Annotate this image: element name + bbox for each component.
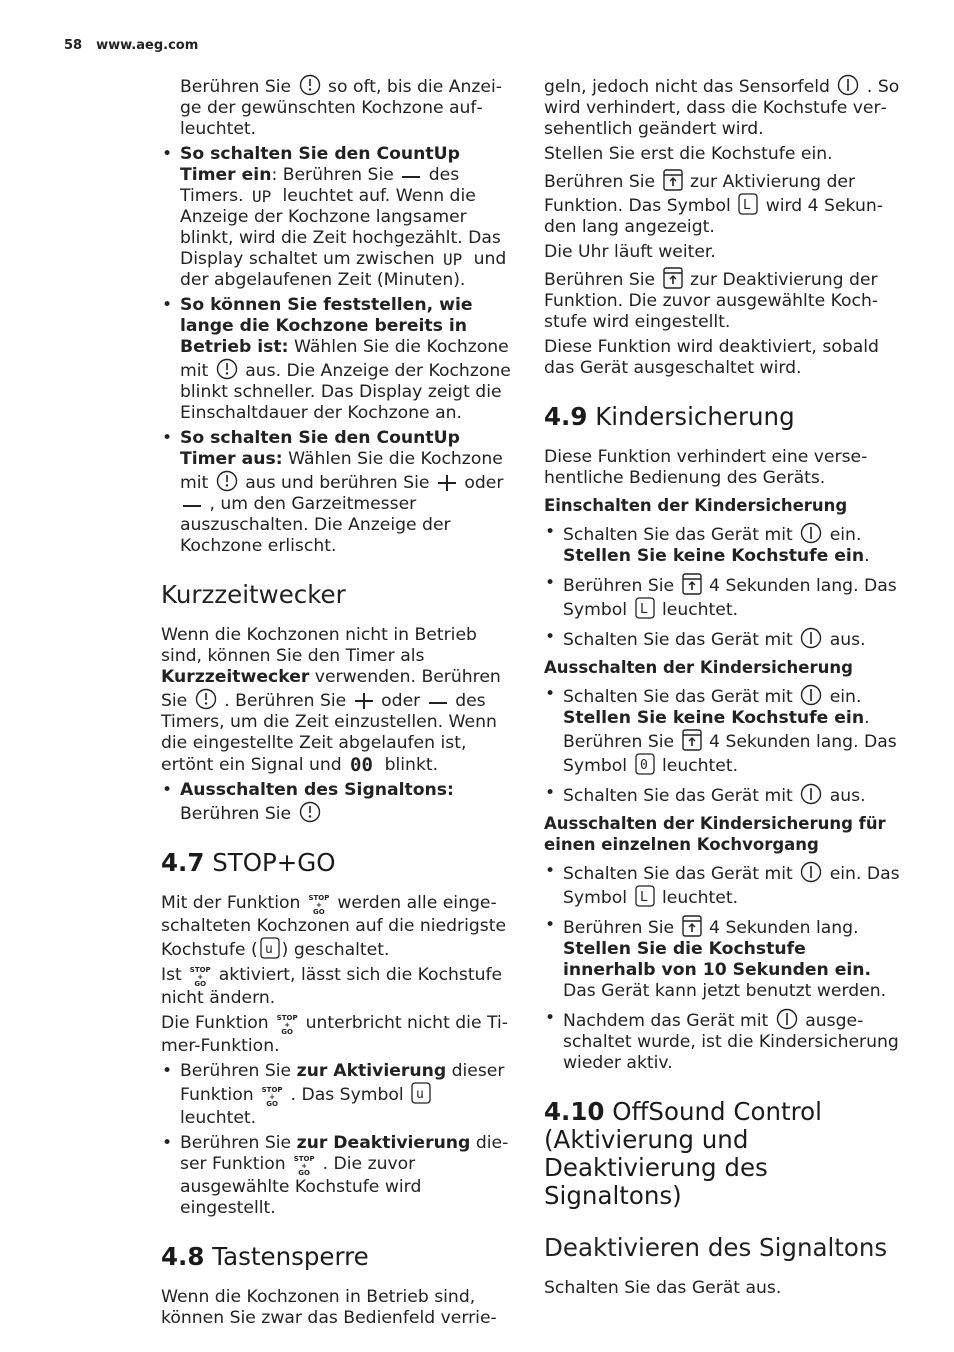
lock-icon bbox=[663, 169, 683, 191]
tastensperre-paragraph: Wenn die Kochzonen in Betrieb sind, können Sie zwar das Bedienfeld verrie- bbox=[161, 1287, 497, 1328]
intro-paragraph: Berühren Sie so oft, bis die Anzeige der gewünschten Kochzone aufleuchtet. bbox=[180, 74, 513, 140]
power-icon bbox=[800, 861, 822, 883]
list-item: • Schalten Sie das Gerät mit aus. bbox=[544, 627, 900, 651]
display-up-icon bbox=[442, 250, 466, 268]
stopgo-paragraph-1: Mit der Funktion STOP + GO werden alle eingeschalteten Kochzonen auf die niedrigste Kochstufe ( u ) geschaltet. bbox=[161, 893, 507, 960]
minus-icon bbox=[182, 499, 202, 513]
plus-icon bbox=[437, 474, 457, 492]
minus-icon bbox=[428, 696, 448, 710]
plus-icon bbox=[354, 692, 374, 710]
minus-icon bbox=[401, 170, 421, 184]
header-url: www.aeg.com bbox=[96, 38, 199, 53]
power-icon bbox=[800, 684, 822, 706]
page-number: 58 bbox=[64, 38, 83, 53]
display-00-icon bbox=[349, 754, 377, 774]
subheading-ausschalten: Ausschalten der Kindersicherung bbox=[544, 658, 853, 677]
svg-text:0: 0 bbox=[639, 758, 648, 773]
section-heading-4-8: 4.8 Tastensperre bbox=[161, 1242, 369, 1271]
stop-go-icon: STOP + GO bbox=[276, 1014, 298, 1036]
subheading-einschalten: Einschalten der Kindersicherung bbox=[544, 496, 848, 515]
list-item: • Berühren Sie zur Deaktivierung dieser Funktion STOP + GO . Die zuvor ausgewählte Kochstufe wird eingestellt. bbox=[161, 1133, 513, 1219]
right-column bbox=[544, 74, 900, 1303]
stopgo-paragraph-3: Die Funktion STOP + GO unterbricht nicht die Timer-Funktion. bbox=[161, 1013, 508, 1056]
stopgo-paragraph-2: Ist STOP + GO aktiviert, lässt sich die Kochstufe nicht ändern. bbox=[161, 965, 503, 1008]
display-up-icon bbox=[251, 187, 275, 205]
level-u-icon bbox=[411, 1082, 431, 1104]
svg-text:UP: UP bbox=[252, 187, 272, 205]
timer-icon bbox=[299, 801, 321, 823]
stop-go-icon: STOP + GO bbox=[308, 894, 330, 916]
tastensperre-activate: Berühren Sie zur Aktivierung der Funktion. Das Symbol L wird 4 Sekunden lang angezeigt. bbox=[544, 169, 900, 238]
power-icon bbox=[800, 522, 822, 544]
stop-go-icon: STOP + GO bbox=[293, 1155, 315, 1177]
list-item: • Schalten Sie das Gerät mit aus. bbox=[544, 783, 900, 807]
power-icon bbox=[837, 74, 859, 96]
list-item: • Schalten Sie das Gerät mit ein. Stellen Sie keine Kochstufe ein. bbox=[544, 522, 900, 567]
timer-icon bbox=[216, 470, 238, 492]
list-item: • Ausschalten des Signaltons: Berühren Sie bbox=[161, 780, 513, 825]
left-column bbox=[161, 74, 513, 1333]
list-item: • So können Sie feststellen, wie lange die Kochzone bereits in Betrieb ist: Wählen Sie die Kochzone mit aus. Die Anzeige der Kochzone blinkt schneller. Das Display zeigt die Einschaltdauer der Kochzone an. bbox=[161, 295, 513, 424]
list-item: • Berühren Sie 4 Sekunden lang. Das Symbol L leuchtet. bbox=[544, 573, 900, 621]
lock-icon bbox=[663, 267, 683, 289]
svg-text:L: L bbox=[743, 198, 752, 213]
svg-text:L: L bbox=[639, 890, 648, 905]
list-item: • So schalten Sie den CountUp Timer aus: Wählen Sie die Kochzone mit aus und berühren Sie oder , um den Garzeitmesser auszuschalten. Die Anzeige der Kochzone erlischt. bbox=[161, 428, 513, 557]
list-item: • So schalten Sie den CountUp Timer ein: Berühren Sie des Timers. UP leuchtet auf. Wenn die Anzeige der Kochzone langsamer blinkt, wird die Zeit hochgezählt. Das Display schaltet um zwischen UP und der abgelaufenen Zeit (Minuten). bbox=[161, 144, 513, 291]
svg-text:u: u bbox=[416, 1087, 424, 1102]
list-item: • Schalten Sie das Gerät mit ein. Das Symbol L leuchtet. bbox=[544, 861, 900, 909]
timer-icon bbox=[195, 688, 217, 710]
list-item: • Schalten Sie das Gerät mit ein. Stellen Sie keine Kochstufe ein. Berühren Sie 4 Sekunden lang. Das Symbol 0 leuchtet. bbox=[544, 684, 900, 777]
kurzzeitwecker-paragraph: Wenn die Kochzonen nicht in Betrieb sind, können Sie den Timer als Kurzzeitwecker verwenden. Berühren Sie . Berühren Sie oder des Timers, um die Zeit einzustellen. Wenn die eingestellte Zeit abgelaufen ist, ertönt ein Signal und 00 blinkt. bbox=[161, 625, 501, 775]
subheading-einzelner-kochvorgang: Ausschalten der Kindersicherung für einen einzelnen Kochvorgang bbox=[544, 814, 886, 854]
power-icon bbox=[800, 627, 822, 649]
section-heading-kurzzeitwecker: Kurzzeitwecker bbox=[161, 580, 346, 609]
stop-go-icon: STOP + GO bbox=[261, 1086, 283, 1108]
tastensperre-step: Stellen Sie erst die Kochstufe ein. bbox=[544, 144, 833, 164]
svg-text:UP: UP bbox=[443, 250, 463, 268]
svg-text:u: u bbox=[264, 942, 273, 957]
symbol-0-icon bbox=[635, 753, 655, 775]
power-icon bbox=[776, 1008, 798, 1030]
lock-icon bbox=[682, 729, 702, 751]
lock-icon bbox=[682, 573, 702, 595]
lock-icon bbox=[682, 915, 702, 937]
list-item: • Nachdem das Gerät mit ausgeschaltet wurde, ist die Kindersicherung wieder aktiv. bbox=[544, 1008, 900, 1074]
symbol-l-icon bbox=[635, 885, 655, 907]
tastensperre-note: Diese Funktion wird deaktiviert, sobald das Gerät ausgeschaltet wird. bbox=[544, 337, 879, 378]
svg-text:00: 00 bbox=[350, 754, 374, 774]
page-header bbox=[64, 38, 198, 53]
kindersicherung-intro: Diese Funktion verhindert eine versehentliche Bedienung des Geräts. bbox=[544, 447, 868, 488]
tastensperre-deactivate: Berühren Sie zur Deaktivierung der Funktion. Die zuvor ausgewählte Kochstufe wird eingestellt. bbox=[544, 267, 900, 333]
symbol-l-icon bbox=[635, 597, 655, 619]
list-item: • Berühren Sie 4 Sekunden lang. Stellen Sie die Kochstufe innerhalb von 10 Sekunden ein. Das Gerät kann jetzt benutzt werden. bbox=[544, 915, 900, 1002]
svg-text:L: L bbox=[639, 602, 648, 617]
list-item: • Berühren Sie zur Aktivierung dieser Funktion STOP + GO . Das Symbol u leuchtet. bbox=[161, 1061, 513, 1129]
level-u-icon bbox=[260, 937, 280, 959]
power-icon bbox=[800, 783, 822, 805]
section-heading-4-7: 4.7 STOP+GO bbox=[161, 848, 336, 877]
section-heading-4-9: 4.9 Kindersicherung bbox=[544, 402, 795, 431]
subheading-deaktivieren: Deaktivieren des Signaltons bbox=[544, 1233, 888, 1262]
section-heading-4-10: 4.10 OffSound Control (Aktivierung und Deaktivierung des Signaltons) bbox=[544, 1097, 822, 1210]
stop-go-icon: STOP + GO bbox=[189, 966, 211, 988]
deaktivieren-paragraph: Schalten Sie das Gerät aus. bbox=[544, 1278, 782, 1298]
symbol-l-icon bbox=[738, 193, 758, 215]
tastensperre-clock: Die Uhr läuft weiter. bbox=[544, 242, 716, 262]
tastensperre-continued: geln, jedoch nicht das Sensorfeld . So wird verhindert, dass die Kochstufe versehentlich geändert wird. bbox=[544, 74, 900, 140]
timer-icon bbox=[216, 358, 238, 380]
timer-icon bbox=[299, 74, 321, 96]
